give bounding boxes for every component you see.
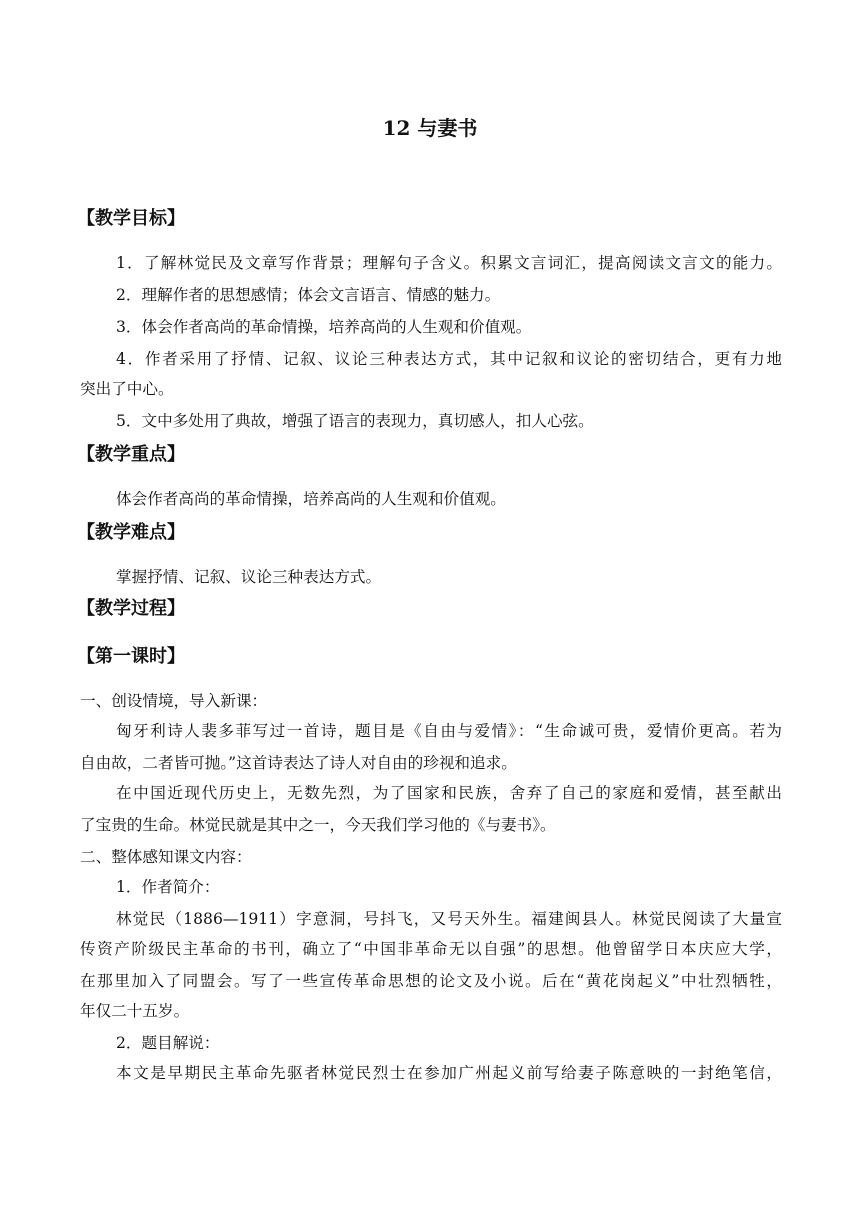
- key-points-text: 体会作者高尚的革命情操，培养高尚的人生观和价值观。: [116, 490, 506, 508]
- author-line-2: 传资产阶级民主革命的书刊，确立了“中国非革命无以自强”的思想。他曾留学日本庆应大学，: [80, 940, 782, 958]
- lesson1-heading: 【第一课时】: [77, 646, 185, 667]
- part2-heading: 二、整体感知课文内容：: [80, 848, 252, 866]
- objective-line-5: 5．文中多处用了典故，增强了语言的表现力，真切感人，扣人心弦。: [116, 412, 594, 430]
- objective-line-1: 1．了解林觉民及文章写作背景；理解句子含义。积累文言词汇，提高阅读文言文的能力。: [116, 254, 782, 272]
- part1-line-1: 匈牙利诗人裴多菲写过一首诗，题目是《自由与爱情》：“生命诚可贵，爱情价更高。若为: [116, 722, 782, 740]
- objective-line-4-cont: 突出了中心。: [80, 380, 174, 398]
- part1-line-2: 自由故，二者皆可抛。”这首诗表达了诗人对自由的珍视和追求。: [80, 754, 517, 772]
- title-explain-line: 本文是早期民主革命先驱者林觉民烈士在参加广州起义前写给妻子陈意映的一封绝笔信，: [116, 1064, 782, 1082]
- part1-line-4: 了宝贵的生命。林觉民就是其中之一，今天我们学习他的《与妻书》。: [80, 816, 556, 834]
- part1-heading: 一、创设情境，导入新课：: [80, 692, 268, 710]
- key-points-heading: 【教学重点】: [77, 444, 185, 465]
- author-line-3: 在那里加入了同盟会。写了一些宣传革命思想的论文及小说。后在“黄花岗起义”中壮烈牺牲，: [80, 972, 782, 990]
- document-title: 12 与妻书: [382, 116, 478, 140]
- objective-line-2: 2．理解作者的思想感情；体会文言语言、情感的魅力。: [116, 286, 501, 304]
- difficulties-heading: 【教学难点】: [77, 522, 185, 543]
- author-line-4: 年仅二十五岁。: [80, 1002, 190, 1020]
- objective-line-4: 4．作者采用了抒情、记叙、议论三种表达方式，其中记叙和议论的密切结合，更有力地: [116, 350, 782, 368]
- author-heading: 1．作者简介：: [116, 878, 220, 896]
- process-heading: 【教学过程】: [77, 598, 185, 619]
- part1-line-3: 在中国近现代历史上，无数先烈，为了国家和民族，舍弃了自己的家庭和爱情，甚至献出: [116, 784, 782, 802]
- objectives-heading: 【教学目标】: [77, 208, 185, 229]
- title-explain-heading: 2．题目解说：: [116, 1034, 220, 1052]
- author-line-1: 林觉民（1886—1911）字意洞，号抖飞，又号天外生。福建闽县人。林觉民阅读了大量宣: [116, 910, 782, 928]
- difficulties-text: 掌握抒情、记叙、议论三种表达方式。: [116, 568, 382, 586]
- objective-line-3: 3．体会作者高尚的革命情操，培养高尚的人生观和价值观。: [116, 318, 532, 336]
